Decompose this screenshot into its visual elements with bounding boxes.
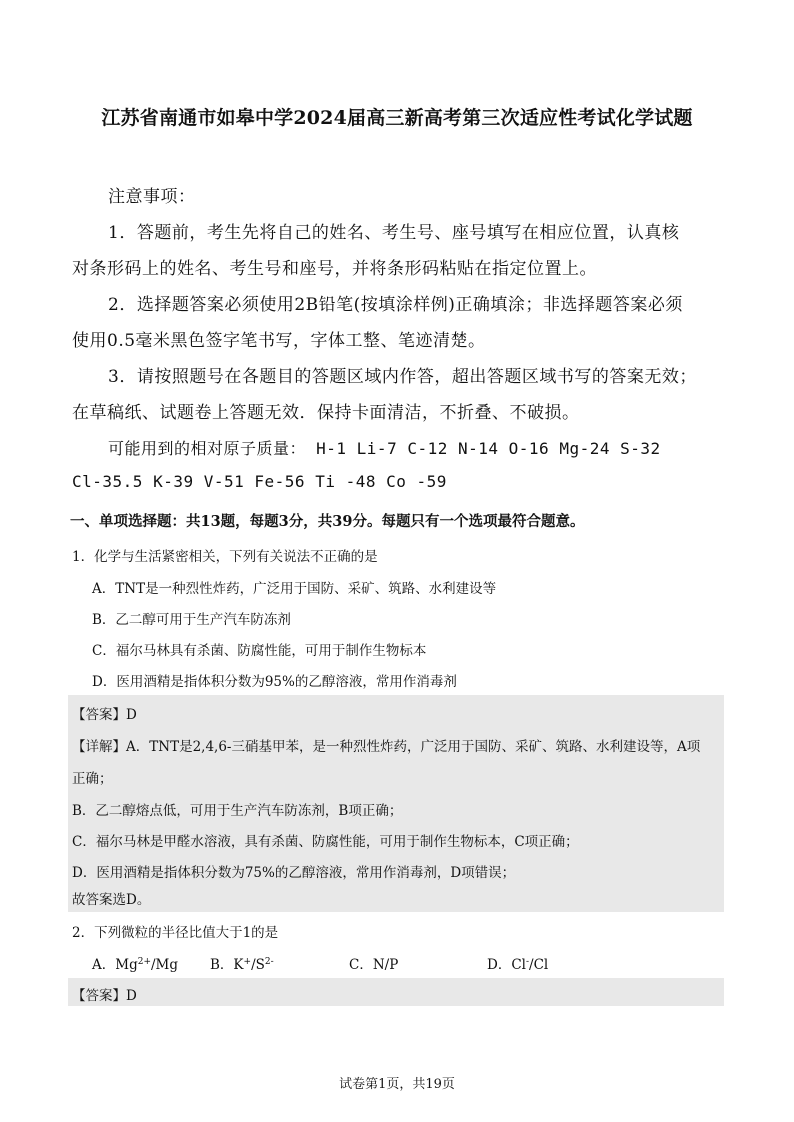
- question-1-answer: 【答案】D: [72, 707, 137, 723]
- notice-item-3-line-1: 3．请按照题号在各题目的答题区域内作答，超出答题区域书写的答案无效；: [108, 367, 697, 387]
- question-1-option-a: A．TNT是一种烈性炸药，广泛用于国防、采矿、筑路、水利建设等: [92, 581, 497, 597]
- question-2-option-b: B．$K^+/S^{2-}$: [210, 957, 274, 973]
- question-1-detail-line-2: 正确；: [72, 771, 113, 787]
- question-2-option-c: C．N/P: [349, 957, 399, 973]
- notice-item-3-line-2: 在草稿纸、试题卷上答题无效．保持卡面清洁，不折叠、不破损。: [72, 403, 580, 423]
- question-1-detail-line-6: 故答案选D。: [72, 892, 151, 908]
- page-footer: 试卷第1页，共19页: [339, 1077, 455, 1092]
- notice-item-2-line-2: 使用0.5毫米黑色签字笔书写，字体工整、笔迹清楚。: [72, 331, 486, 351]
- atomic-mass-line-1: 可能用到的相对原子质量： H-1 Li-7 C-12 N-14 O-16 Mg-24 S-32: [108, 439, 661, 458]
- notice-heading: 注意事项：: [108, 187, 196, 207]
- question-2-answer: 【答案】D: [72, 988, 137, 1004]
- notice-item-2-line-1: 2．选择题答案必须使用2B铅笔(按填涂样例)正确填涂；非选择题答案必须: [108, 295, 683, 315]
- question-2-stem: 2．下列微粒的半径比值大于1的是: [72, 925, 279, 941]
- question-1-option-c: C．福尔马林具有杀菌、防腐性能，可用于制作生物标本: [92, 643, 427, 659]
- section-heading: 一、单项选择题：共13题，每题3分，共39分。每题只有一个选项最符合题意。: [70, 513, 585, 530]
- question-2-option-d: D．Cl-/Cl: [487, 957, 549, 973]
- notice-item-1-line-2: 对条形码上的姓名、考生号和座号，并将条形码粘贴在指定位置上。: [72, 259, 597, 279]
- atomic-mass-line-2: Cl-35.5 K-39 V-51 Fe-56 Ti -48 Co -59: [72, 472, 447, 491]
- question-1-stem: 1．化学与生活紧密相关，下列有关说法不正确的是: [72, 549, 378, 565]
- notice-item-1-line-1: 1．答题前，考生先将自己的姓名、考生号、座号填写在相应位置，认真核: [108, 223, 680, 243]
- page-title: 江苏省南通市如皋中学2024届高三新高考第三次适应性考试化学试题: [101, 107, 693, 129]
- question-1-option-d: D．医用酒精是指体积分数为95%的乙醇溶液，常用作消毒剂: [92, 674, 457, 690]
- question-1-detail-line-5: D．医用酒精是指体积分数为75%的乙醇溶液，常用作消毒剂，D项错误；: [72, 865, 516, 881]
- question-1-detail-line-4: C．福尔马林是甲醛水溶液，具有杀菌、防腐性能，可用于制作生物标本，C项正确；: [72, 834, 579, 850]
- question-1-option-b: B．乙二醇可用于生产汽车防冻剂: [92, 612, 291, 628]
- question-2-answer-box: [68, 978, 724, 1006]
- question-1-detail-line-1: 【详解】A．TNT是2,4,6-三硝基甲苯，是一种烈性炸药，广泛用于国防、采矿、筑路、水利建设等，A项: [72, 739, 701, 755]
- question-1-detail-line-3: B．乙二醇熔点低，可用于生产汽车防冻剂，B项正确；: [72, 803, 403, 819]
- question-2-option-a: A．$Mg^{2+}/Mg$: [92, 957, 179, 973]
